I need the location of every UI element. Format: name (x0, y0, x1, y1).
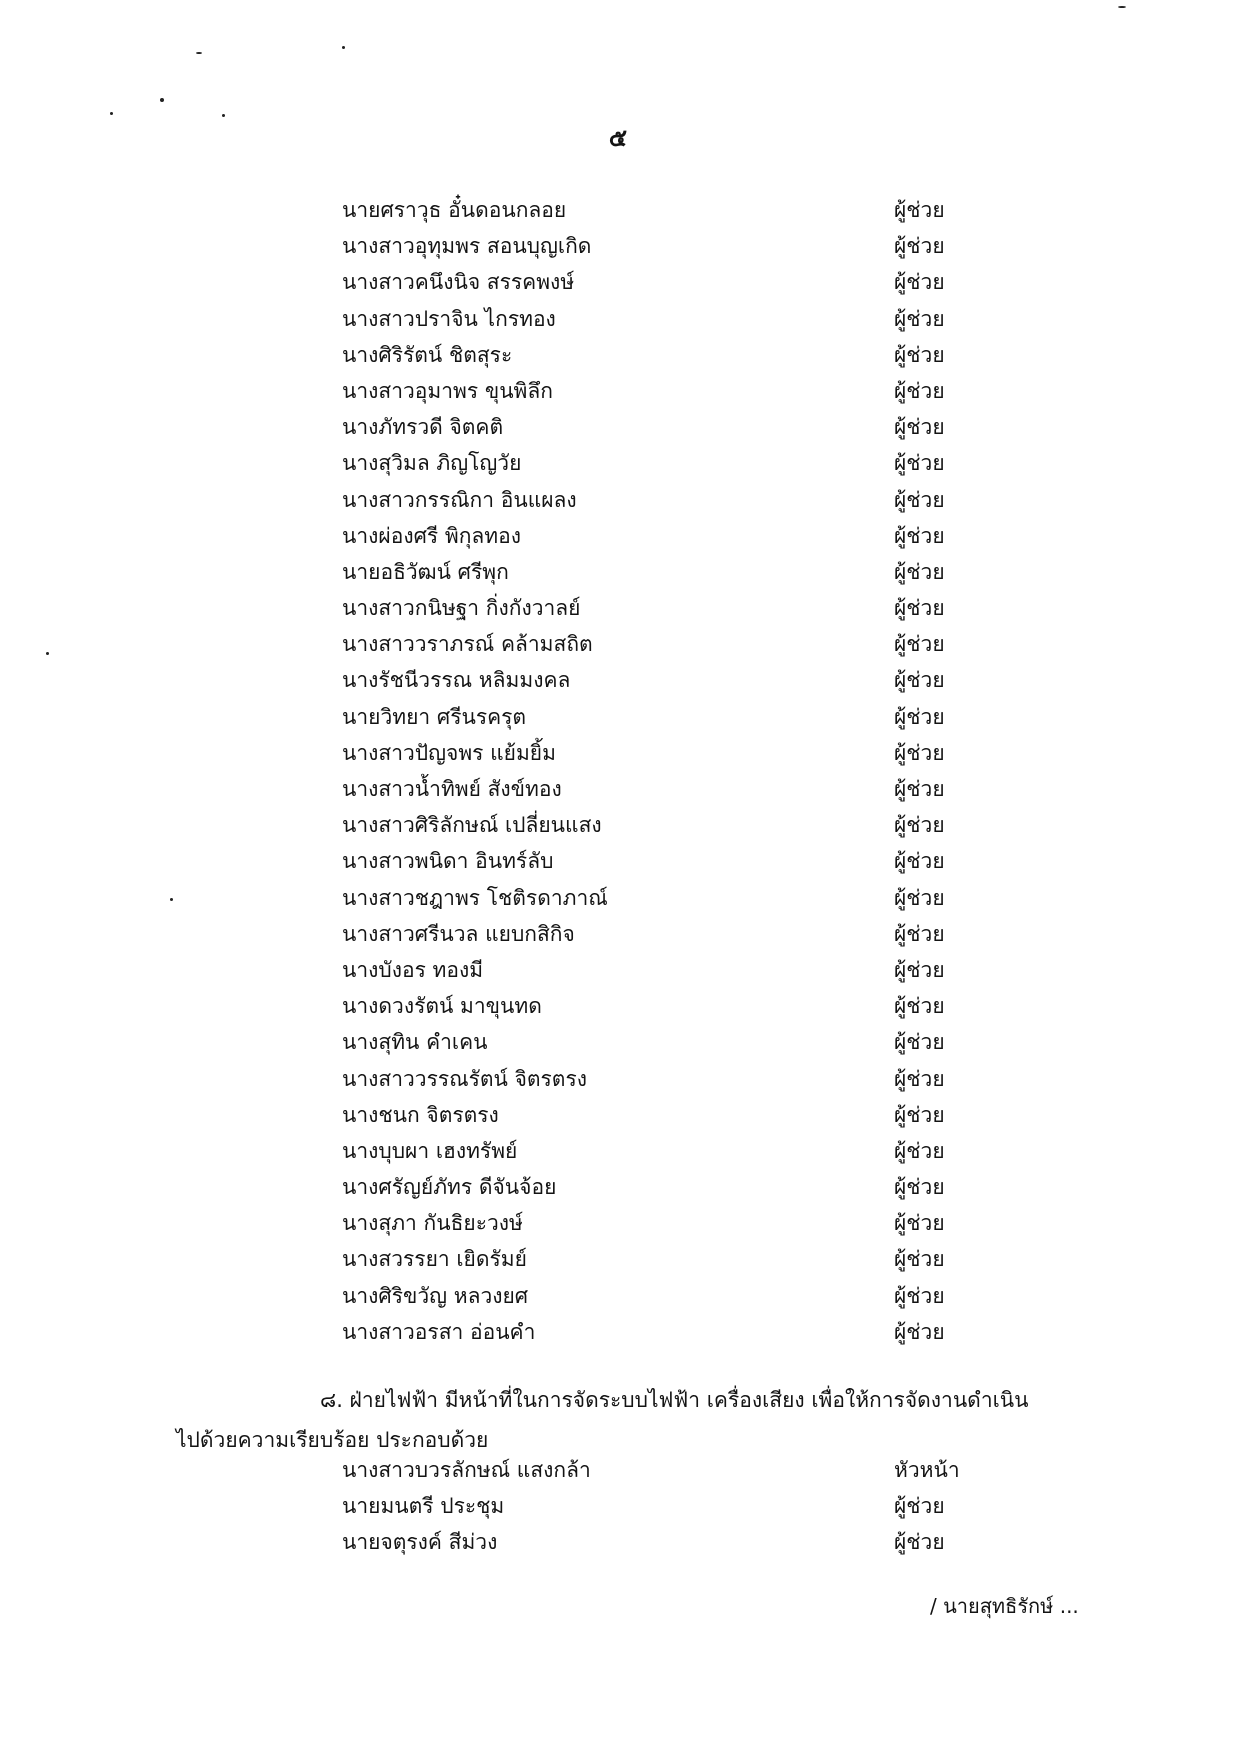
person-name: นางสุทิน คำเคน (342, 1030, 488, 1055)
scan-speck (46, 652, 49, 655)
person-name: นายศราวุธ อั๋นดอนกลอย (342, 198, 567, 222)
person-role: ผู้ช่วย (894, 270, 945, 295)
list-item (342, 590, 982, 626)
person-name: นางสุวิมล ภิญโญวัย (342, 451, 522, 476)
list-item (342, 1205, 982, 1241)
person-name: นายอธิวัฒน์ ศรีพุก (342, 559, 509, 584)
person-name: นางสาวปราจิน ไกรทอง (342, 306, 556, 331)
list-item (342, 1241, 982, 1277)
list-item (342, 771, 982, 807)
section-heading-line-2: ไปด้วยความเรียบร้อย ประกอบด้วย (176, 1428, 489, 1452)
list-item (342, 1133, 982, 1169)
person-role: ผู้ช่วย (894, 1211, 945, 1236)
list-item (342, 373, 982, 409)
person-name: นางสาวชฎาพร โชติรดาภาณ์ (342, 885, 608, 910)
list-item (342, 988, 982, 1024)
electrical-member-list (342, 1452, 982, 1561)
list-item (342, 518, 982, 554)
list-item (342, 916, 982, 952)
person-name: นางสาวกรรณิกา อินแผลง (342, 487, 577, 512)
person-name: นางสาวบวรลักษณ์ แสงกล้า (342, 1458, 591, 1482)
person-name: นางผ่องศรี พิกุลทอง (342, 523, 521, 548)
person-role: ผู้ช่วย (894, 1138, 945, 1163)
scan-speck (222, 114, 225, 117)
person-role: ผู้ช่วย (894, 523, 945, 548)
person-name: นายมนตรี ประชุม (342, 1494, 505, 1519)
list-item (342, 626, 982, 662)
list-item (342, 409, 982, 445)
person-role: ผู้ช่วย (894, 1319, 945, 1344)
person-name: นางสาวน้ำทิพย์ สังข์ทอง (342, 777, 562, 801)
scan-speck (196, 52, 202, 54)
list-item (342, 1024, 982, 1060)
person-role: ผู้ช่วย (894, 378, 945, 403)
person-role: ผู้ช่วย (894, 1494, 945, 1519)
person-role: ผู้ช่วย (894, 342, 945, 367)
person-name: นางดวงรัตน์ มาขุนทด (342, 994, 542, 1019)
person-role: ผู้ช่วย (894, 234, 945, 259)
list-item (342, 1097, 982, 1133)
person-role: ผู้ช่วย (894, 813, 945, 838)
person-name: นางสาวปัญจพร แย้มยิ้ม (342, 740, 556, 765)
scan-speck (160, 98, 164, 102)
person-role: ผู้ช่วย (894, 1030, 945, 1055)
person-role: หัวหน้า (894, 1458, 960, 1482)
person-name: นางศิริขวัญ หลวงยศ (342, 1283, 529, 1308)
person-role: ผู้ช่วย (894, 1283, 945, 1308)
continuation-note: / นายสุทธิรักษ์ ... (930, 1594, 1079, 1618)
person-role: ผู้ช่วย (894, 849, 945, 874)
person-name: นางสาวกนิษฐา กิ่งกังวาลย์ (342, 596, 581, 621)
person-role: ผู้ช่วย (894, 487, 945, 512)
person-name: นางสาวอุมาพร ขุนพิลึก (342, 378, 553, 403)
list-item (342, 843, 982, 879)
person-role: ผู้ช่วย (894, 1066, 945, 1091)
person-name: นางบุบผา เฮงทรัพย์ (342, 1138, 518, 1163)
page-number: ๕ (608, 124, 628, 152)
person-role: ผู้ช่วย (894, 777, 945, 801)
person-role: ผู้ช่วย (894, 451, 945, 476)
list-item (342, 445, 982, 481)
list-item (342, 1314, 982, 1350)
person-role: ผู้ช่วย (894, 1175, 945, 1200)
person-role: ผู้ช่วย (894, 994, 945, 1019)
list-item (342, 699, 982, 735)
person-role: ผู้ช่วย (894, 740, 945, 765)
list-item (342, 337, 982, 373)
list-item (342, 1524, 982, 1560)
person-role: ผู้ช่วย (894, 198, 945, 222)
person-name: นางสาววรรณรัตน์ จิตรตรง (342, 1066, 587, 1091)
scan-speck (170, 898, 173, 901)
list-item (342, 807, 982, 843)
person-name: นางสาวศรีนวล แยบกสิกิจ (342, 921, 575, 946)
person-name: นางชนก จิตรตรง (342, 1102, 499, 1127)
section-heading-line-1: ๘. ฝ่ายไฟฟ้า มีหน้าที่ในการจัดระบบไฟฟ้า เครื่องเสียง เพื่อให้การจัดงานดำเนิน (320, 1388, 1029, 1412)
person-name: นางสวรรยา เยิดรัมย์ (342, 1247, 527, 1272)
person-role: ผู้ช่วย (894, 1102, 945, 1127)
person-role: ผู้ช่วย (894, 921, 945, 946)
person-role: ผู้ช่วย (894, 1247, 945, 1272)
person-role: ผู้ช่วย (894, 632, 945, 657)
list-item (342, 952, 982, 988)
list-item (342, 1061, 982, 1097)
list-item (342, 228, 982, 264)
person-role: ผู้ช่วย (894, 885, 945, 910)
list-item (342, 1169, 982, 1205)
electrical-section-heading (176, 1380, 1056, 1460)
person-name: นางสาวศิริลักษณ์ เปลี่ยนแสง (342, 813, 602, 838)
person-role: ผู้ช่วย (894, 559, 945, 584)
person-role: ผู้ช่วย (894, 596, 945, 621)
person-name: นางสาววราภรณ์ คล้ามสถิต (342, 632, 593, 657)
person-name: นายจตุรงค์ สีม่วง (342, 1530, 498, 1555)
person-name: นางรัชนีวรรณ หลิมมงคล (342, 668, 571, 693)
scan-speck (1118, 6, 1126, 8)
list-item (342, 880, 982, 916)
person-role: ผู้ช่วย (894, 668, 945, 693)
person-name: นางสาวอุทุมพร สอนบุญเกิด (342, 234, 592, 259)
person-role: ผู้ช่วย (894, 415, 945, 440)
person-name: นางภัทรวดี จิตคติ (342, 415, 504, 440)
person-name: นายวิทยา ศรีนรครุต (342, 704, 527, 729)
list-item (342, 1452, 982, 1488)
list-item (342, 482, 982, 518)
list-item (342, 735, 982, 771)
person-name: นางสาวพนิดา อินทร์ลับ (342, 849, 554, 874)
person-role: ผู้ช่วย (894, 957, 945, 982)
scan-speck (342, 46, 345, 49)
list-item (342, 192, 982, 228)
list-item (342, 662, 982, 698)
list-item (342, 301, 982, 337)
list-item (342, 554, 982, 590)
scan-speck (110, 112, 113, 115)
person-name: นางศรัญย์ภัทร ดีจันจ้อย (342, 1175, 557, 1200)
person-name: นางสาวอรสา อ่อนคำ (342, 1319, 536, 1344)
person-name: นางศิริรัตน์ ชิตสุระ (342, 342, 513, 367)
person-name: นางสาวคนึงนิจ สรรคพงษ์ (342, 270, 575, 295)
list-item (342, 1278, 982, 1314)
person-role: ผู้ช่วย (894, 1530, 945, 1555)
person-role: ผู้ช่วย (894, 704, 945, 729)
assistant-list (342, 192, 982, 1350)
list-item (342, 1488, 982, 1524)
person-name: นางสุภา กันธิยะวงษ์ (342, 1211, 523, 1236)
person-name: นางบังอร ทองมี (342, 957, 484, 982)
person-role: ผู้ช่วย (894, 306, 945, 331)
list-item (342, 264, 982, 300)
